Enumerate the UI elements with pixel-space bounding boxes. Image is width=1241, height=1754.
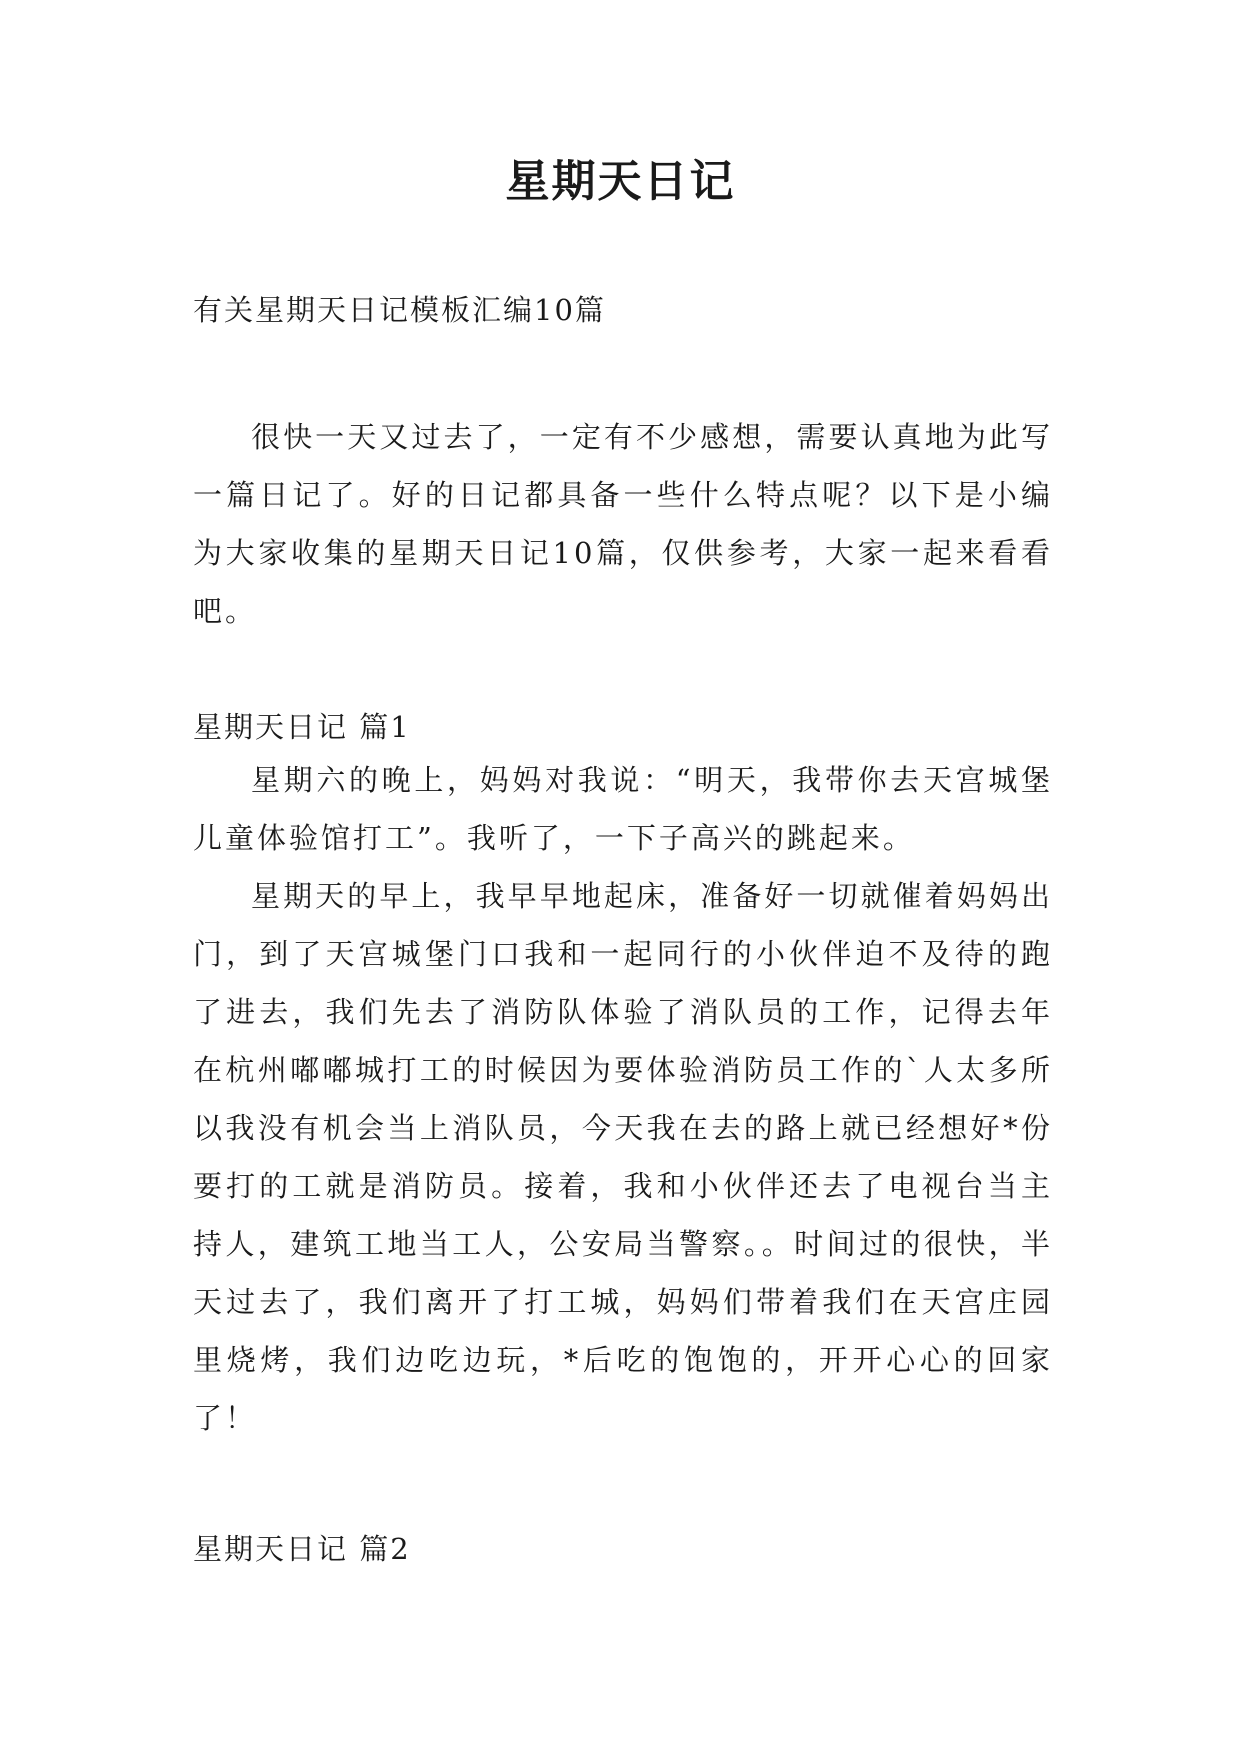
- document-subtitle: 有关星期天日记模板汇编10篇: [193, 293, 606, 327]
- intro-paragraph: 很快一天又过去了，一定有不少感想，需要认真地为此写一篇日记了。好的日记都具备一些什么特点呢？以下是小编为大家收集的星期天日记10篇，仅供参考，大家一起来看看吧。: [193, 420, 1053, 628]
- section-body-1: [193, 751, 1053, 1447]
- section-1-paragraph-1: 星期六的晚上，妈妈对我说：“明天，我带你去天宫城堡儿童体验馆打工”。我听了，一下子高兴的跳起来。: [193, 763, 1053, 855]
- section-heading-1: 星期天日记 篇1: [193, 710, 411, 744]
- section-1-paragraph-2: 星期天的早上，我早早地起床，准备好一切就催着妈妈出门，到了天宫城堡门口我和一起同行的小伙伴迫不及待的跑了进去，我们先去了消防队体验了消队员的工作，记得去年在杭州嘟嘟城打工的时候因为要体验消防员工作的`人太多所以我没有机会当上消队员，今天我在去的路上就已经想好*份要打的工就是消防员。接着，我和小伙伴还去了电视台当主持人，建筑工地当工人，公安局当警察。。时间过的很快，半天过去了，我们离开了打工城，妈妈们带着我们在天宫庄园里烧烤，我们边吃边玩，*后吃的饱饱的，开开心心的回家了！: [193, 879, 1053, 1435]
- section-heading-2: 星期天日记 篇2: [193, 1532, 411, 1566]
- intro-block: [193, 408, 1053, 640]
- document-title: 星期天日记: [505, 156, 736, 207]
